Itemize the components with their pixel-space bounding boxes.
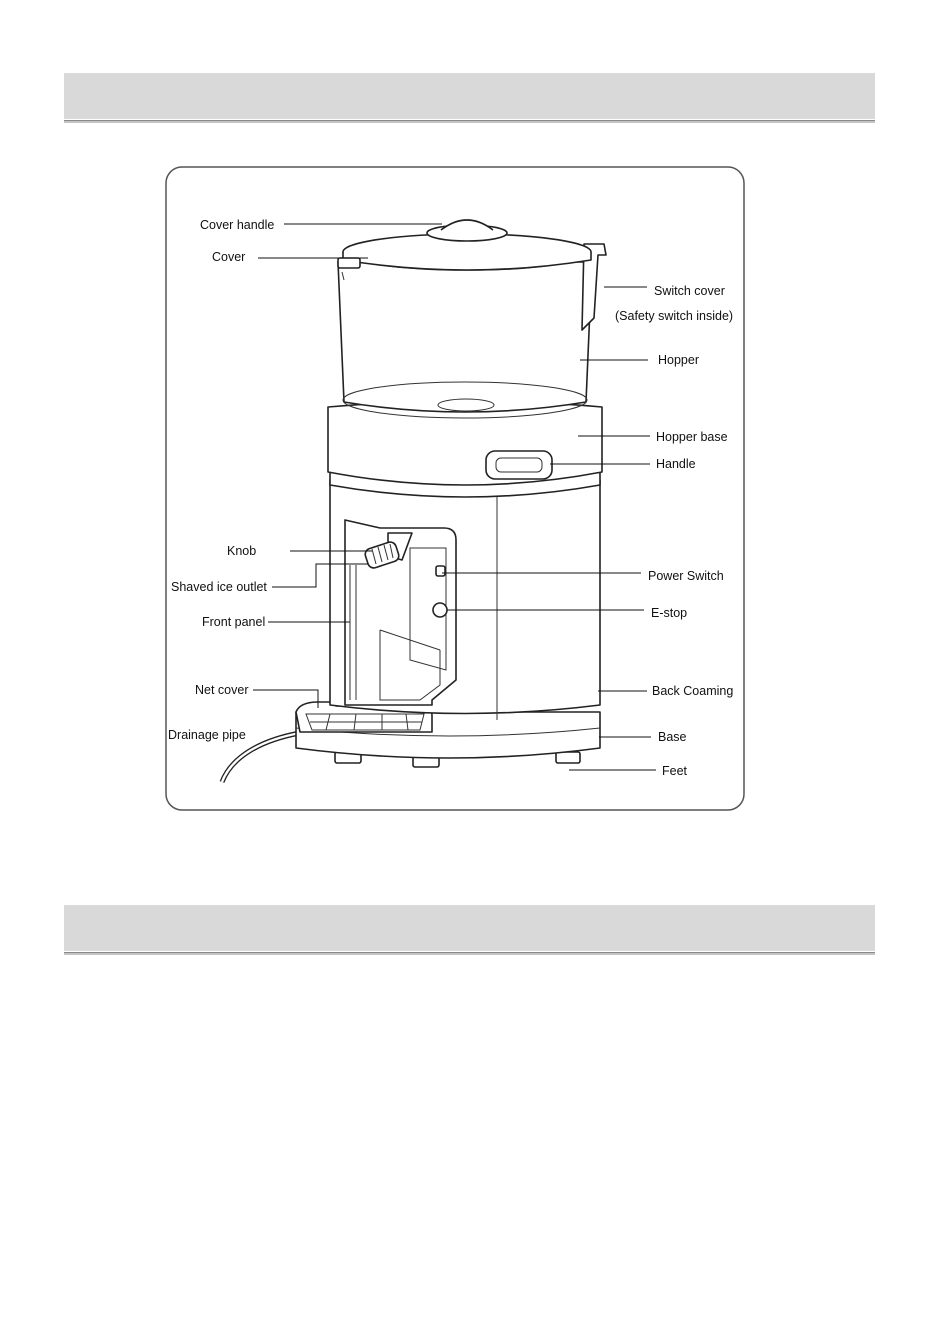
foot-right xyxy=(556,752,580,763)
label-switch-cover: Switch cover xyxy=(654,284,725,298)
power-switch-shape xyxy=(436,566,445,576)
label-feet: Feet xyxy=(662,764,688,778)
label-safety-switch-note: (Safety switch inside) xyxy=(615,309,734,323)
section-divider-bottom xyxy=(64,952,875,955)
e-stop-button-shape xyxy=(433,603,447,617)
label-net-cover: Net cover xyxy=(195,683,249,697)
hopper-base-shape xyxy=(328,401,602,485)
hopper-shape xyxy=(338,262,592,412)
label-base: Base xyxy=(658,730,687,744)
section-header-bar-bottom xyxy=(64,905,875,951)
label-drainage-pipe: Drainage pipe xyxy=(168,728,246,742)
label-back-coaming: Back Coaming xyxy=(652,684,734,698)
label-hopper: Hopper xyxy=(658,353,699,367)
ice-shaver-machine xyxy=(222,220,606,782)
label-hopper-base: Hopper base xyxy=(656,430,728,444)
label-shaved-ice-outlet: Shaved ice outlet xyxy=(171,580,267,594)
label-knob: Knob xyxy=(227,544,257,558)
label-power-switch: Power Switch xyxy=(648,569,724,583)
label-cover-handle: Cover handle xyxy=(200,218,275,232)
label-handle: Handle xyxy=(656,457,696,471)
label-e-stop: E-stop xyxy=(651,606,688,620)
label-front-panel: Front panel xyxy=(202,615,266,629)
label-cover: Cover xyxy=(212,250,246,264)
cover-handle-shape xyxy=(441,220,493,230)
